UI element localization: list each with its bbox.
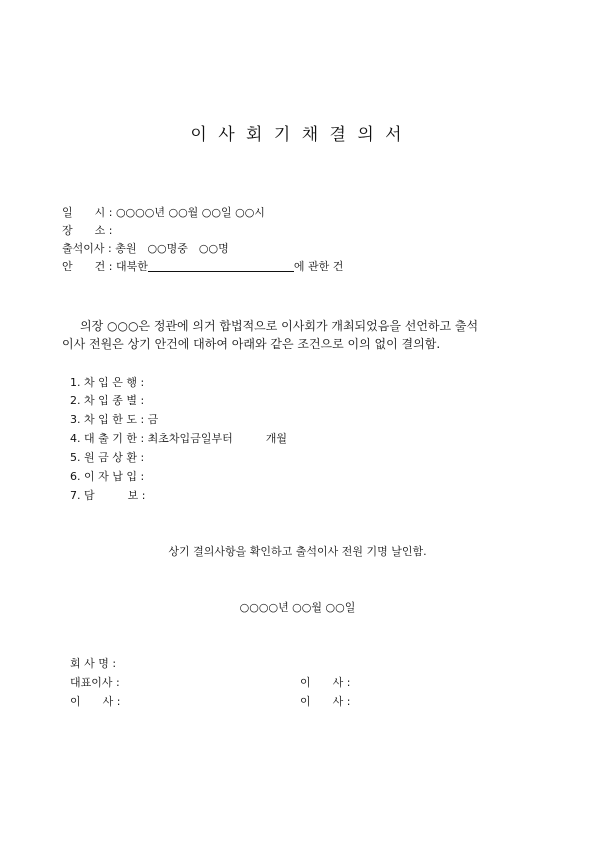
representative-label: 대표이사 : (70, 676, 120, 689)
condition-lender: 1. 차 입 은 행 : (70, 376, 145, 389)
agenda-suffix: 에 관한 건 (293, 260, 344, 273)
agenda-blank (148, 261, 294, 272)
document-title: 이 사 회 기 채 결 의 서 (190, 125, 405, 145)
condition-limit: 3. 차 입 한 도 : 금 (70, 413, 159, 426)
company-name-label: 회 사 명 : (70, 657, 117, 670)
confirmation-statement: 상기 결의사항을 확인하고 출석이사 전원 기명 날인함. (168, 545, 427, 558)
condition-term: 4. 대 출 기 한 : 최초차입금일부터 개월 (70, 432, 287, 445)
resolution-line-1: 의장 ○○○은 정관에 의거 합법적으로 이사회가 개최되었음을 선언하고 출석 (80, 319, 479, 333)
condition-collateral: 7. 담 보 : (70, 489, 146, 502)
meeting-date: 일 시 : ○○○○년 ○○월 ○○일 ○○시 (62, 206, 265, 219)
attending-directors: 출석이사 : 총원 ○○명중 ○○명 (62, 242, 229, 255)
director-label-right-2: 이 사 : (300, 695, 351, 708)
condition-interest-payment: 6. 이 자 납 입 : (70, 470, 145, 483)
condition-principal-repayment: 5. 원 금 상 환 : (70, 451, 145, 464)
condition-loan-type: 2. 차 입 종 별 : (70, 394, 145, 407)
meeting-place: 장 소 : (62, 224, 113, 237)
agenda-prefix: 안 건 : 대북한 (62, 260, 148, 273)
resolution-line-2: 이사 전원은 상기 안건에 대하여 아래와 같은 조건으로 이의 없이 결의함. (62, 337, 441, 351)
agenda-line (62, 261, 343, 273)
director-label-right-1: 이 사 : (300, 676, 351, 689)
signing-date: ○○○○년 ○○월 ○○일 (239, 601, 356, 614)
director-label-left: 이 사 : (70, 695, 121, 708)
